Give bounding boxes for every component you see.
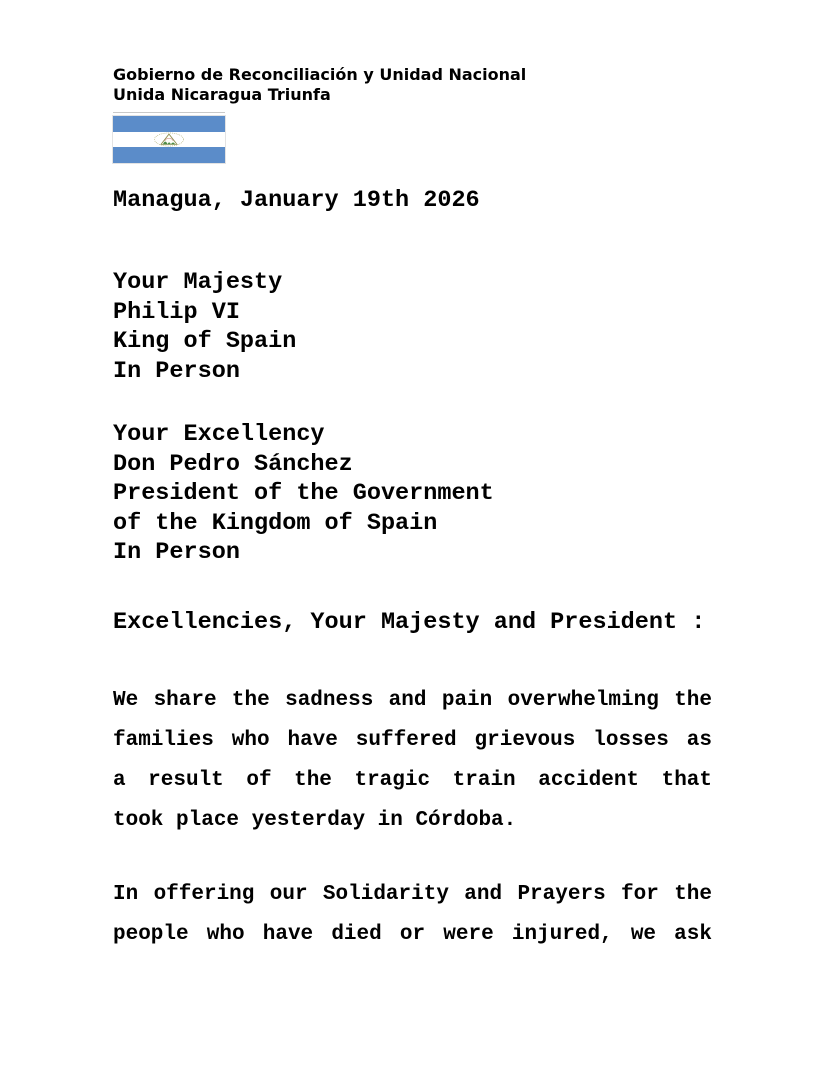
recipient-line: In Person [113, 357, 240, 385]
recipient-line: Don Pedro Sánchez [113, 450, 353, 478]
recipient-line: King of Spain [113, 328, 297, 355]
body-paragraph-1 [113, 681, 712, 841]
body-paragraph-2 [113, 875, 712, 955]
recipient-line: President of the Government [113, 480, 494, 507]
letterhead-line-2: Unida Nicaragua Triunfa [113, 85, 331, 104]
recipient-line: In Person [113, 539, 240, 566]
salutation: Excellencies, Your Majesty and President : [113, 609, 706, 636]
recipient-line: Philip VI [113, 298, 240, 326]
letterhead-line-1: Gobierno de Reconciliación y Unidad Nacional [113, 65, 527, 84]
recipient-block-king [113, 268, 296, 386]
flag-stripe-blue-top [113, 116, 225, 132]
recipient-line: Your Excellency [113, 421, 325, 448]
letterhead [113, 65, 526, 105]
recipient-line: Your Majesty [113, 269, 283, 296]
body-line: took place yesterday in Córdoba. [113, 809, 517, 832]
body-line: a result of the tragic train accident that [113, 769, 712, 792]
body-line: We share the sadness and pain overwhelming the [113, 689, 712, 712]
coat-of-arms-icon [150, 132, 188, 147]
nicaragua-flag [113, 112, 225, 163]
nicaragua-flag-graphic [113, 116, 225, 163]
dateline: Managua, January 19th 2026 [113, 187, 480, 214]
recipient-line: of the Kingdom of Spain [113, 509, 438, 537]
body-line: people who have died or were injured, we ask [113, 923, 712, 946]
recipient-block-president [113, 420, 494, 568]
body-line: In offering our Solidarity and Prayers for the [113, 883, 712, 906]
body-line: families who have suffered grievous losses as [113, 729, 712, 752]
flag-stripe-blue-bottom [113, 147, 225, 163]
